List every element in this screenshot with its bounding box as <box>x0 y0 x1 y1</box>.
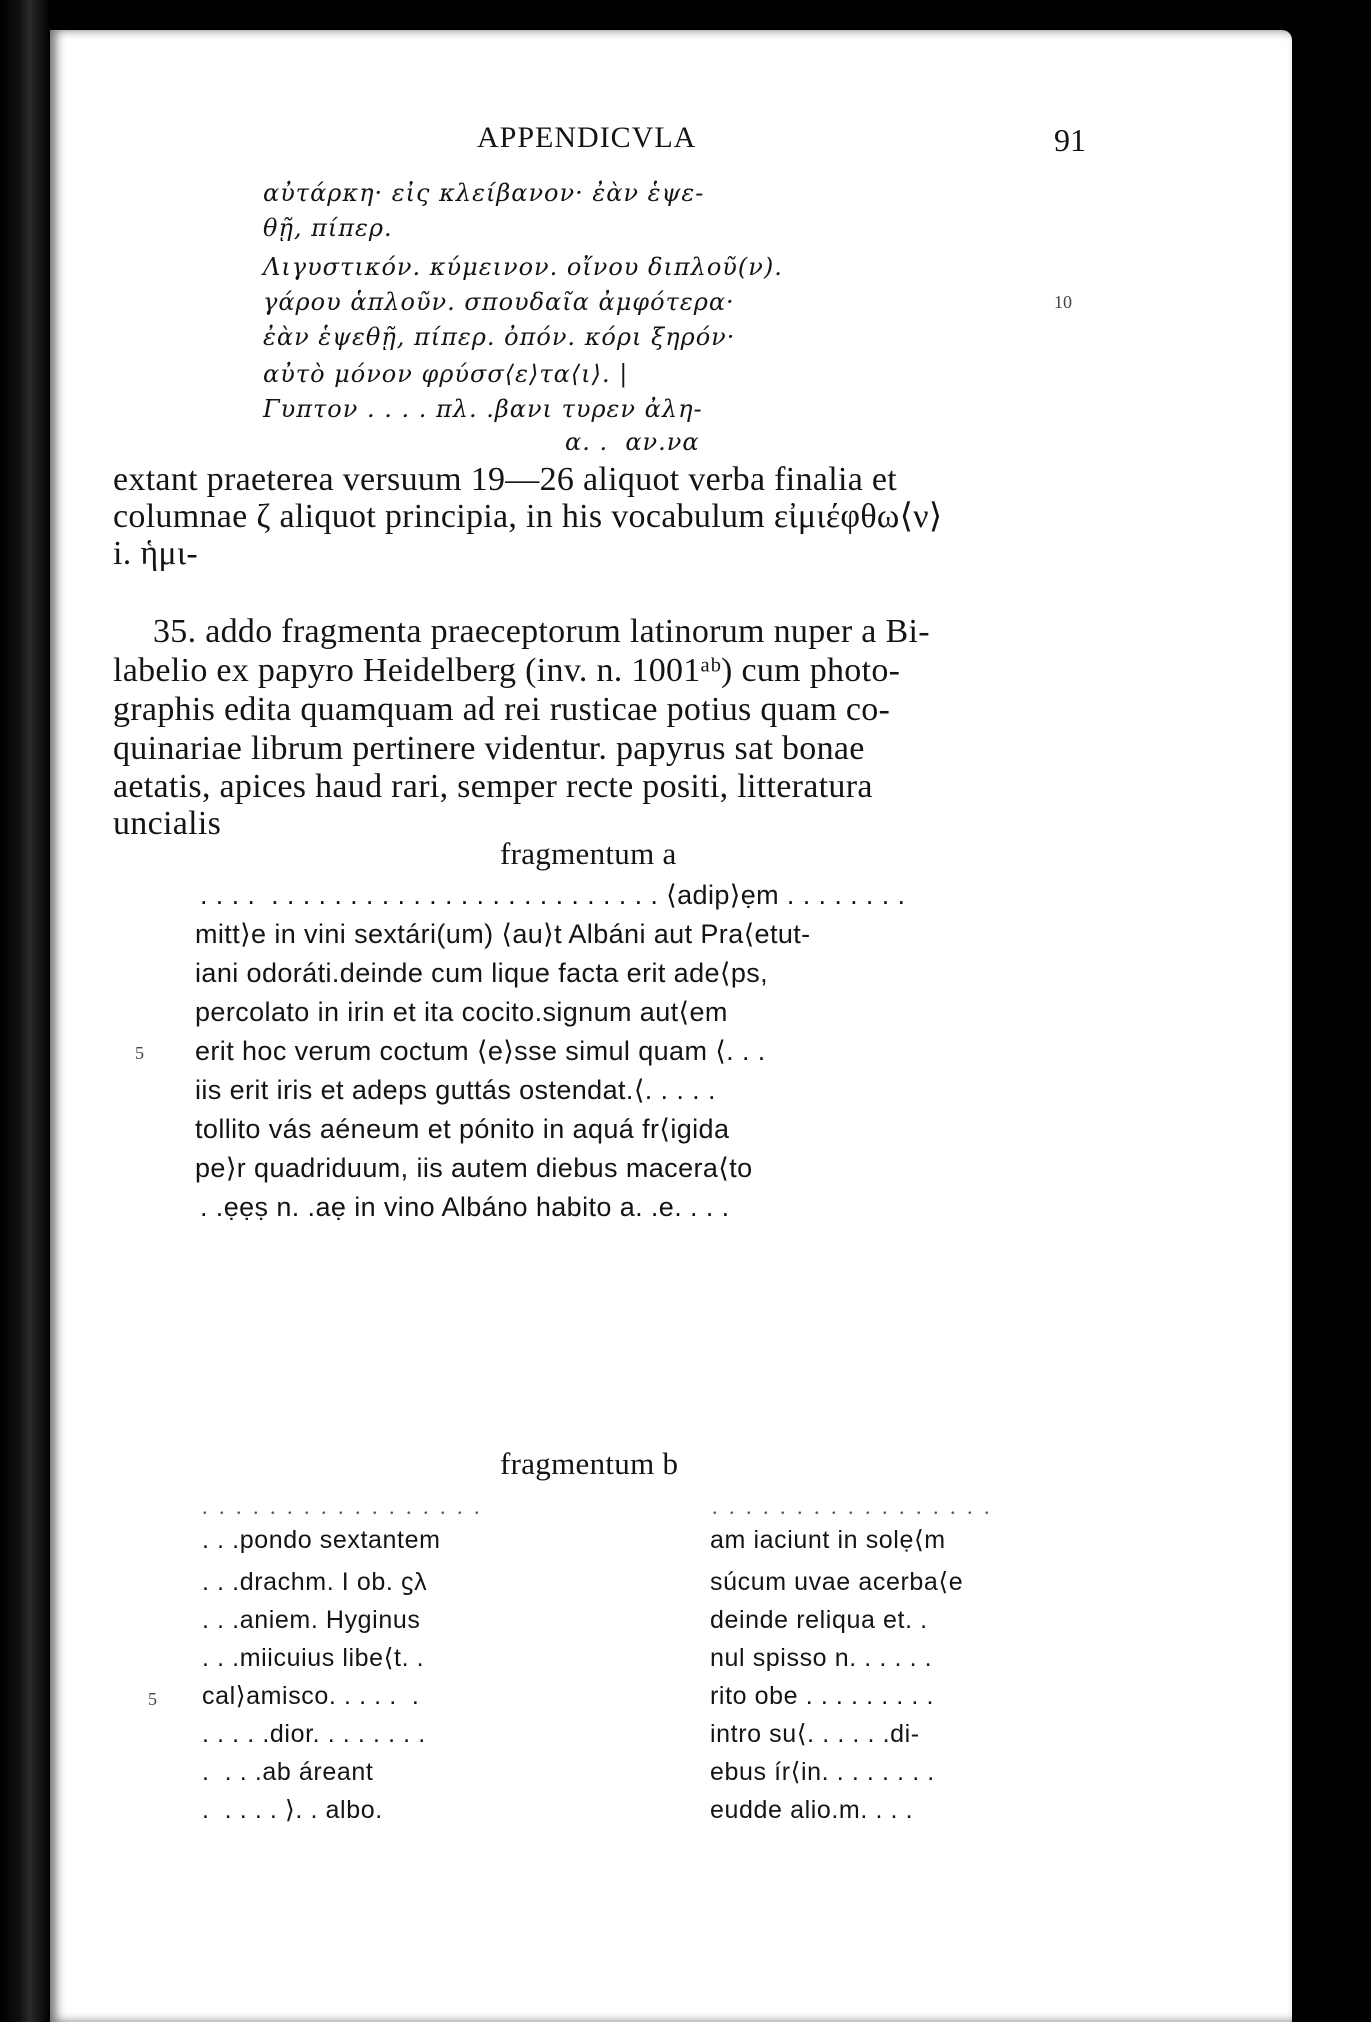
fragment-b-right-line-2: súcum uvae acerba⟨e <box>710 1568 964 1596</box>
fragment-b-left-line-1: . . .pondo sextantem <box>202 1526 441 1554</box>
fragment-a-line-3: iani odoráti.deinde cum lique facta erit ade⟨ps, <box>195 958 769 988</box>
fragment-a-line-8: pe⟩r quadriduum, iis autem diebus macera⟨to <box>195 1153 753 1183</box>
para2-line-1: 35. addo fragmenta praeceptorum latinorum nuper a Bi- <box>153 613 930 650</box>
para1-line-3: i. ἡμι- <box>113 535 199 572</box>
fragment-b-right-line-5: rito obe . . . . . . . . . <box>710 1682 935 1710</box>
para2-line-2: labelio ex papyro Heidelberg (inv. n. 1001ᵃᵇ) cum photo- <box>113 652 901 689</box>
para2-line-6: uncialis <box>113 805 222 842</box>
greek-line-2: θῇ, πίπερ. <box>263 214 393 242</box>
fragment-b-line-number: 5 <box>148 1689 157 1709</box>
greek-line-number: 10 <box>1054 292 1072 312</box>
para1-line-1: extant praeterea versuum 19—26 aliquot verba finalia et <box>113 461 898 498</box>
greek-line-8: α. . αν.να <box>565 428 700 456</box>
book-page <box>50 30 1292 2022</box>
fragment-b-right-line-1: am iaciunt in solẹ⟨m <box>710 1526 946 1554</box>
fragment-a-line-4: percolato in irin et ita cocito.signum aut⟨em <box>195 997 728 1027</box>
fragment-a-line-9: . .ẹẹṣ n. .aẹ in vino Albáno habito a. .e. . . . <box>200 1192 730 1222</box>
greek-line-6: αὐτὸ μόνον φρύσσ⟨ε⟩τα⟨ι⟩. | <box>263 360 629 388</box>
fragment-b-left-line-8: . . . . . ⟩. . albo. <box>202 1796 383 1824</box>
para2-line-5: aetatis, apices haud rari, semper recte positi, litteratura <box>113 768 873 805</box>
fragment-a-line-2: mitt⟩e in vini sextári(um) ⟨au⟩t Albáni aut Pra⟨etut- <box>195 919 811 949</box>
fragment-b-left-line-7: . . . .ab áreant <box>202 1758 374 1786</box>
para2-line-4: quinariae librum pertinere videntur. papyrus sat bonae <box>113 730 865 767</box>
page-number: 91 <box>1054 122 1086 158</box>
fragment-b-right-line-3: deinde reliqua et. . <box>710 1606 928 1634</box>
fragment-b-right-dots: . . . . . . . . . . . . . . . . . <box>712 1494 993 1519</box>
fragment-a-line-7: tollito vás aéneum et pónito in aquá fr⟨igida <box>195 1114 730 1144</box>
fragment-a-line-number: 5 <box>135 1043 144 1063</box>
greek-line-3: Λιγυστικόν. κύμεινον. οἴνου διπλοῦ(ν). <box>263 253 783 281</box>
fragment-b-left-line-3: . . .aniem. Hyginus <box>202 1606 421 1634</box>
fragment-b-left-line-2: . . .drachm. I ob. ϛλ <box>202 1568 428 1596</box>
fragment-b-right-line-6: intro su⟨. . . . . .di- <box>710 1720 920 1748</box>
fragment-a-line-5: erit hoc verum coctum ⟨e⟩sse simul quam ⟨. . . <box>195 1036 766 1066</box>
greek-line-4: γάρου ἁπλοῦν. σπουδαῖα ἀμφότερα· <box>263 288 735 316</box>
fragment-b-right-line-7: ebus ír⟨in. . . . . . . . <box>710 1758 935 1786</box>
fragment-b-left-line-6: . . . . .dior. . . . . . . . <box>202 1720 426 1748</box>
para2-line-3: graphis edita quamquam ad rei rusticae potius quam co- <box>113 691 891 728</box>
para1-line-2: columnae ζ aliquot principia, in his vocabulum εἰμιέφθω⟨ν⟩ <box>113 498 943 535</box>
book-spine-edge <box>0 0 50 2022</box>
fragment-b-right-line-4: nul spisso n. . . . . . <box>710 1644 933 1672</box>
fragment-b-right-line-8: eudde alio.m. . . . <box>710 1796 914 1824</box>
fragment-b-left-line-4: . . .miicuius libe⟨t. . <box>202 1644 425 1672</box>
fragment-b-heading: fragmentum b <box>500 1446 679 1481</box>
fragment-a-heading: fragmentum a <box>500 836 677 871</box>
fragment-b-left-dots: . . . . . . . . . . . . . . . . . <box>202 1494 483 1519</box>
greek-line-7: Γυπτον . . . . πλ. .βανι τυρεν ἀλη- <box>263 395 703 423</box>
greek-line-1: αὐτάρκη· εἰς κλείβανον· ἐὰν ἑψε- <box>263 179 705 207</box>
greek-line-5: ἐὰν ἑψεθῇ, πίπερ. ὀπόν. κόρι ξηρόν· <box>263 323 736 351</box>
running-head: APPENDICVLA <box>477 121 697 154</box>
fragment-a-line-6: iis erit iris et adeps guttás ostendat.⟨. . . . . <box>195 1075 716 1105</box>
fragment-b-left-line-5: cal⟩amisco. . . . . . <box>202 1682 420 1710</box>
fragment-a-line-1: . . . . . . . . . . . . . . . . . . . . . . . . . . . . . ⟨adip⟩ẹm . . . . . . . . <box>200 880 906 910</box>
